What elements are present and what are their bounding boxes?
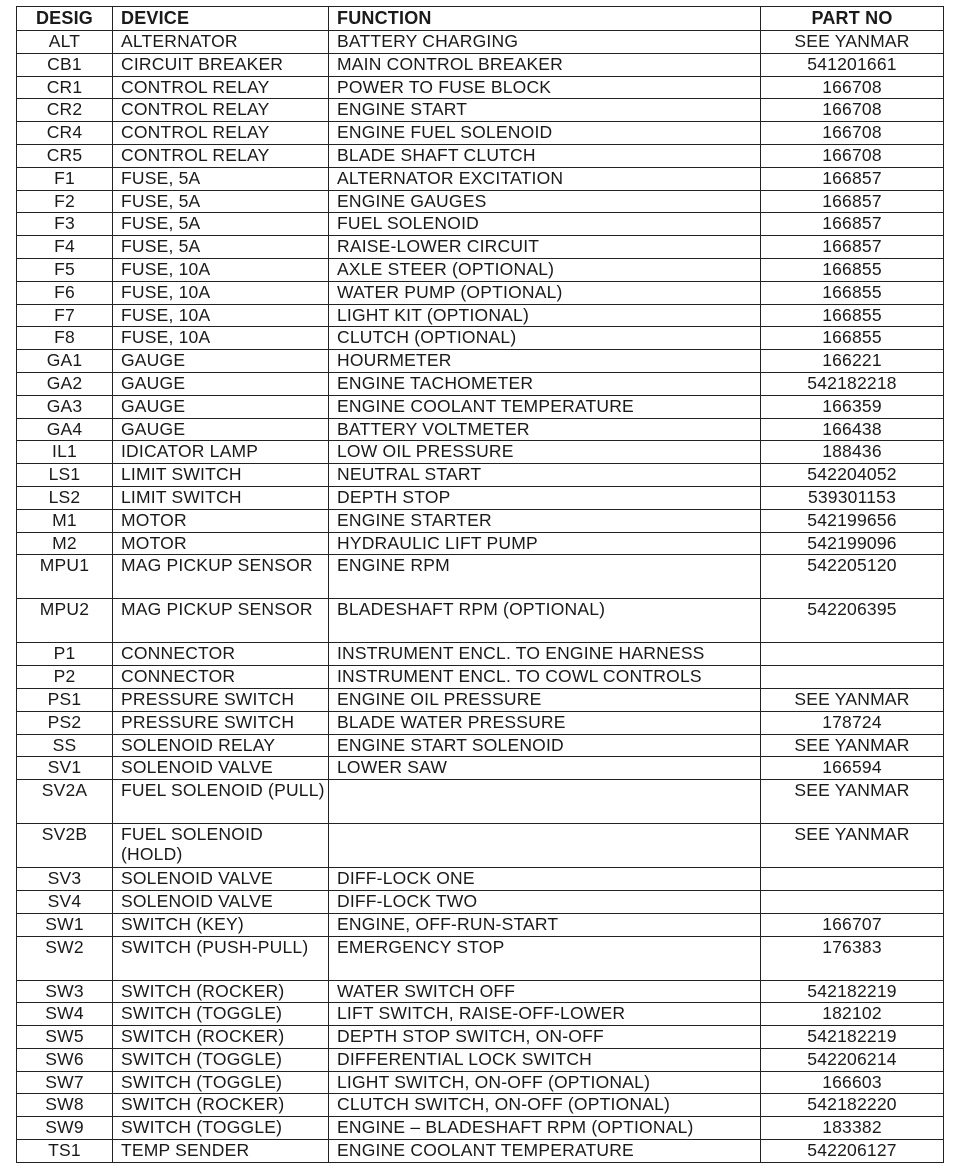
table-row (17, 509, 944, 532)
cell-device: GAUGE (113, 418, 329, 441)
cell-function: BLADE SHAFT CLUTCH (329, 144, 761, 167)
cell-part-no: 541201661 (761, 53, 944, 76)
cell-part-no: 542206127 (761, 1140, 944, 1163)
cell-function: ENGINE START (329, 99, 761, 122)
cell-part-no: 542205120 (761, 555, 944, 599)
cell-desig: GA3 (17, 395, 113, 418)
cell-device: SWITCH (ROCKER) (113, 1094, 329, 1117)
cell-function: WATER PUMP (OPTIONAL) (329, 281, 761, 304)
cell-desig: SW1 (17, 913, 113, 936)
cell-device: PRESSURE SWITCH (113, 688, 329, 711)
cell-device: FUSE, 5A (113, 167, 329, 190)
cell-function: ENGINE STARTER (329, 509, 761, 532)
cell-part-no: 166855 (761, 258, 944, 281)
cell-function: BLADE WATER PRESSURE (329, 711, 761, 734)
cell-desig: IL1 (17, 441, 113, 464)
table-row (17, 1094, 944, 1117)
header-function: FUNCTION (329, 7, 761, 31)
cell-function: NEUTRAL START (329, 464, 761, 487)
cell-desig: CR5 (17, 144, 113, 167)
cell-desig: GA1 (17, 350, 113, 373)
cell-device: GAUGE (113, 395, 329, 418)
cell-desig: GA2 (17, 372, 113, 395)
cell-function: WATER SWITCH OFF (329, 980, 761, 1003)
cell-device: FUSE, 5A (113, 213, 329, 236)
cell-part-no: 166438 (761, 418, 944, 441)
cell-part-no: 542182219 (761, 980, 944, 1003)
table-row (17, 1048, 944, 1071)
cell-part-no (761, 666, 944, 689)
cell-function: ENGINE OIL PRESSURE (329, 688, 761, 711)
cell-desig: SW2 (17, 936, 113, 980)
cell-function: ENGINE COOLANT TEMPERATURE (329, 1140, 761, 1163)
cell-device: SWITCH (KEY) (113, 913, 329, 936)
cell-desig: CR4 (17, 122, 113, 145)
cell-desig: SV4 (17, 890, 113, 913)
cell-device: SOLENOID VALVE (113, 890, 329, 913)
cell-part-no: 166857 (761, 236, 944, 259)
cell-device: FUSE, 10A (113, 327, 329, 350)
cell-device: PRESSURE SWITCH (113, 711, 329, 734)
cell-desig: P2 (17, 666, 113, 689)
cell-device: LIMIT SWITCH (113, 486, 329, 509)
cell-part-no: 166855 (761, 327, 944, 350)
cell-part-no: 542182219 (761, 1026, 944, 1049)
cell-part-no (761, 643, 944, 666)
cell-part-no: 542182220 (761, 1094, 944, 1117)
header-part-no: PART NO (761, 7, 944, 31)
cell-device: FUSE, 5A (113, 236, 329, 259)
parts-table (16, 6, 944, 1163)
cell-desig: MPU1 (17, 555, 113, 599)
cell-part-no: 542199656 (761, 509, 944, 532)
cell-part-no: 176383 (761, 936, 944, 980)
cell-function: ENGINE RPM (329, 555, 761, 599)
cell-device: MAG PICKUP SENSOR (113, 599, 329, 643)
cell-device: SWITCH (TOGGLE) (113, 1117, 329, 1140)
cell-part-no: 166708 (761, 76, 944, 99)
cell-function: BATTERY CHARGING (329, 31, 761, 54)
table-row (17, 643, 944, 666)
cell-function: ALTERNATOR EXCITATION (329, 167, 761, 190)
table-row (17, 304, 944, 327)
cell-device: FUSE, 10A (113, 258, 329, 281)
cell-desig: F3 (17, 213, 113, 236)
cell-part-no: SEE YANMAR (761, 688, 944, 711)
cell-desig: SW7 (17, 1071, 113, 1094)
cell-desig: PS2 (17, 711, 113, 734)
cell-part-no: 542199096 (761, 532, 944, 555)
cell-desig: SV2B (17, 824, 113, 868)
table-row (17, 441, 944, 464)
cell-desig: ALT (17, 31, 113, 54)
table-row (17, 122, 944, 145)
cell-desig: SV2A (17, 780, 113, 824)
cell-function (329, 824, 761, 868)
cell-device: FUSE, 5A (113, 190, 329, 213)
cell-function: DIFF-LOCK ONE (329, 868, 761, 891)
cell-desig: LS1 (17, 464, 113, 487)
cell-part-no: 542182218 (761, 372, 944, 395)
header-desig: DESIG (17, 7, 113, 31)
cell-device: CONTROL RELAY (113, 122, 329, 145)
cell-device: SWITCH (TOGGLE) (113, 1071, 329, 1094)
table-row (17, 734, 944, 757)
table-row (17, 980, 944, 1003)
cell-device: GAUGE (113, 350, 329, 373)
table-row (17, 824, 944, 868)
table-row (17, 76, 944, 99)
cell-desig: SV1 (17, 757, 113, 780)
cell-part-no: 166855 (761, 304, 944, 327)
cell-function: MAIN CONTROL BREAKER (329, 53, 761, 76)
table-row (17, 281, 944, 304)
cell-part-no: 542206214 (761, 1048, 944, 1071)
cell-part-no: 182102 (761, 1003, 944, 1026)
cell-desig: SW6 (17, 1048, 113, 1071)
cell-device: CONTROL RELAY (113, 76, 329, 99)
cell-function: ENGINE TACHOMETER (329, 372, 761, 395)
cell-function: CLUTCH (OPTIONAL) (329, 327, 761, 350)
cell-part-no (761, 868, 944, 891)
cell-part-no: 166857 (761, 213, 944, 236)
cell-part-no: 166707 (761, 913, 944, 936)
cell-function: DIFFERENTIAL LOCK SWITCH (329, 1048, 761, 1071)
cell-device: MOTOR (113, 509, 329, 532)
cell-part-no: 166708 (761, 122, 944, 145)
cell-device: FUSE, 10A (113, 304, 329, 327)
cell-desig: LS2 (17, 486, 113, 509)
table-row (17, 868, 944, 891)
table-row (17, 666, 944, 689)
cell-desig: SV3 (17, 868, 113, 891)
table-row (17, 890, 944, 913)
table-row (17, 53, 944, 76)
cell-desig: MPU2 (17, 599, 113, 643)
cell-function: DIFF-LOCK TWO (329, 890, 761, 913)
table-row (17, 167, 944, 190)
cell-device: IDICATOR LAMP (113, 441, 329, 464)
table-row (17, 1071, 944, 1094)
cell-function: ENGINE START SOLENOID (329, 734, 761, 757)
cell-function: HYDRAULIC LIFT PUMP (329, 532, 761, 555)
cell-part-no: 166708 (761, 99, 944, 122)
cell-device: SWITCH (TOGGLE) (113, 1003, 329, 1026)
table-row (17, 780, 944, 824)
table-row (17, 418, 944, 441)
cell-function: BLADESHAFT RPM (OPTIONAL) (329, 599, 761, 643)
table-row (17, 395, 944, 418)
table-row (17, 258, 944, 281)
cell-function: ENGINE COOLANT TEMPERATURE (329, 395, 761, 418)
cell-function: LIGHT KIT (OPTIONAL) (329, 304, 761, 327)
cell-part-no: 542204052 (761, 464, 944, 487)
cell-part-no: SEE YANMAR (761, 734, 944, 757)
cell-device: TEMP SENDER (113, 1140, 329, 1163)
table-body (17, 31, 944, 1163)
cell-device: CONTROL RELAY (113, 144, 329, 167)
cell-device: SWITCH (TOGGLE) (113, 1048, 329, 1071)
cell-function: LOW OIL PRESSURE (329, 441, 761, 464)
cell-function: INSTRUMENT ENCL. TO COWL CONTROLS (329, 666, 761, 689)
cell-device: CIRCUIT BREAKER (113, 53, 329, 76)
cell-function: FUEL SOLENOID (329, 213, 761, 236)
cell-part-no: SEE YANMAR (761, 31, 944, 54)
table-row (17, 599, 944, 643)
cell-function: INSTRUMENT ENCL. TO ENGINE HARNESS (329, 643, 761, 666)
table-row (17, 190, 944, 213)
cell-function: ENGINE FUEL SOLENOID (329, 122, 761, 145)
cell-part-no: SEE YANMAR (761, 824, 944, 868)
cell-device: SOLENOID VALVE (113, 868, 329, 891)
cell-device: SWITCH (PUSH-PULL) (113, 936, 329, 980)
cell-function: BATTERY VOLTMETER (329, 418, 761, 441)
cell-desig: F6 (17, 281, 113, 304)
table-row (17, 372, 944, 395)
cell-device: MAG PICKUP SENSOR (113, 555, 329, 599)
cell-device: FUSE, 10A (113, 281, 329, 304)
table-row (17, 1140, 944, 1163)
cell-function (329, 780, 761, 824)
cell-device: SOLENOID VALVE (113, 757, 329, 780)
cell-desig: CB1 (17, 53, 113, 76)
cell-part-no: 166708 (761, 144, 944, 167)
cell-desig: F4 (17, 236, 113, 259)
cell-device: CONNECTOR (113, 666, 329, 689)
table-row (17, 350, 944, 373)
cell-desig: GA4 (17, 418, 113, 441)
cell-part-no: 166359 (761, 395, 944, 418)
cell-device: GAUGE (113, 372, 329, 395)
cell-desig: M1 (17, 509, 113, 532)
cell-function: EMERGENCY STOP (329, 936, 761, 980)
table-row (17, 688, 944, 711)
cell-device: CONNECTOR (113, 643, 329, 666)
table-row (17, 711, 944, 734)
table-row (17, 936, 944, 980)
cell-function: AXLE STEER (OPTIONAL) (329, 258, 761, 281)
table-row (17, 99, 944, 122)
cell-desig: F5 (17, 258, 113, 281)
cell-device: LIMIT SWITCH (113, 464, 329, 487)
cell-part-no: 166855 (761, 281, 944, 304)
cell-desig: M2 (17, 532, 113, 555)
cell-function: RAISE-LOWER CIRCUIT (329, 236, 761, 259)
cell-desig: SW8 (17, 1094, 113, 1117)
cell-desig: SW3 (17, 980, 113, 1003)
cell-function: LIGHT SWITCH, ON-OFF (OPTIONAL) (329, 1071, 761, 1094)
cell-desig: P1 (17, 643, 113, 666)
table-row (17, 236, 944, 259)
table-row (17, 464, 944, 487)
table-row (17, 913, 944, 936)
cell-function: POWER TO FUSE BLOCK (329, 76, 761, 99)
table-row (17, 31, 944, 54)
table-header (17, 7, 944, 31)
cell-device: MOTOR (113, 532, 329, 555)
cell-part-no: 166603 (761, 1071, 944, 1094)
cell-function: DEPTH STOP SWITCH, ON-OFF (329, 1026, 761, 1049)
cell-function: ENGINE GAUGES (329, 190, 761, 213)
cell-part-no: SEE YANMAR (761, 780, 944, 824)
cell-part-no: 178724 (761, 711, 944, 734)
cell-desig: SW5 (17, 1026, 113, 1049)
cell-desig: F1 (17, 167, 113, 190)
cell-function: DEPTH STOP (329, 486, 761, 509)
cell-part-no (761, 890, 944, 913)
cell-desig: F7 (17, 304, 113, 327)
table-row (17, 1003, 944, 1026)
table-row (17, 1026, 944, 1049)
header-device: DEVICE (113, 7, 329, 31)
cell-desig: SS (17, 734, 113, 757)
cell-desig: F2 (17, 190, 113, 213)
cell-desig: TS1 (17, 1140, 113, 1163)
cell-device: CONTROL RELAY (113, 99, 329, 122)
cell-desig: F8 (17, 327, 113, 350)
cell-part-no: 183382 (761, 1117, 944, 1140)
cell-device: FUEL SOLENOID (PULL) (113, 780, 329, 824)
cell-desig: SW4 (17, 1003, 113, 1026)
cell-desig: CR2 (17, 99, 113, 122)
table-row (17, 213, 944, 236)
cell-part-no: 542206395 (761, 599, 944, 643)
cell-function: ENGINE, OFF-RUN-START (329, 913, 761, 936)
cell-part-no: 166857 (761, 167, 944, 190)
cell-part-no: 166594 (761, 757, 944, 780)
cell-part-no: 539301153 (761, 486, 944, 509)
table-row (17, 327, 944, 350)
cell-desig: PS1 (17, 688, 113, 711)
cell-device: SOLENOID RELAY (113, 734, 329, 757)
cell-function: ENGINE – BLADESHAFT RPM (OPTIONAL) (329, 1117, 761, 1140)
table-row (17, 144, 944, 167)
cell-function: CLUTCH SWITCH, ON-OFF (OPTIONAL) (329, 1094, 761, 1117)
table-row (17, 555, 944, 599)
cell-function: LIFT SWITCH, RAISE-OFF-LOWER (329, 1003, 761, 1026)
header-row (17, 7, 944, 31)
cell-function: HOURMETER (329, 350, 761, 373)
table-row (17, 1117, 944, 1140)
cell-function: LOWER SAW (329, 757, 761, 780)
cell-device: SWITCH (ROCKER) (113, 980, 329, 1003)
table-row (17, 757, 944, 780)
table-row (17, 532, 944, 555)
cell-desig: CR1 (17, 76, 113, 99)
cell-part-no: 188436 (761, 441, 944, 464)
cell-part-no: 166221 (761, 350, 944, 373)
cell-part-no: 166857 (761, 190, 944, 213)
table-row (17, 486, 944, 509)
cell-desig: SW9 (17, 1117, 113, 1140)
cell-device: FUEL SOLENOID (HOLD) (113, 824, 329, 868)
cell-device: ALTERNATOR (113, 31, 329, 54)
cell-device: SWITCH (ROCKER) (113, 1026, 329, 1049)
